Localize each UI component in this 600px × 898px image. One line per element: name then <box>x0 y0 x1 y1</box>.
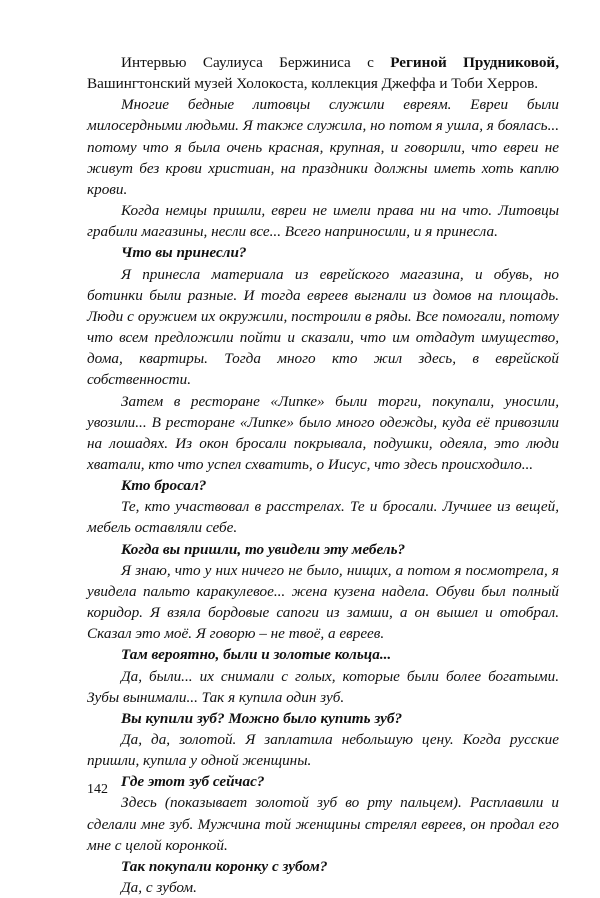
intro-suffix: Вашингтонский музей Холокоста, коллекция Джеффа и Тоби Херров. <box>87 75 539 93</box>
question-paragraph: Так покупали коронку с зубом? <box>121 857 328 875</box>
answer-paragraph: Да, да, золотой. Я заплатила небольшую цену. Когда русские пришли, купила у одной женщины. <box>87 731 559 770</box>
answer-paragraph: Здесь (показывает золотой зуб во рту пальцем). Расплавили и сделали мне зуб. Мужчина той женщины стрелял евреев, он продал его мне с целой коронкой. <box>87 794 559 854</box>
document-page <box>87 52 559 898</box>
question-paragraph: Кто бросал? <box>121 477 207 495</box>
answer-paragraph: Да, с зубом. <box>121 879 197 897</box>
answer-paragraph: Многие бедные литовцы служили евреям. Евреи были милосердными людьми. Я также служила, но потом я ушла, я боялась... потому что я была очень красная, крупная, и говорили, что евреи не живут без крови христиан, на праздники должны иметь хоть каплю крови. <box>87 96 559 198</box>
question-paragraph: Там вероятно, были и золотые кольца... <box>121 646 392 664</box>
answer-paragraph: Я знаю, что у них ничего не было, нищих, а потом я посмотрела, я увидела пальто каракулевое... жена кузена надела. Обуви был полный коридор. Я взяла бордовые сапоги из замши, а он вышел и отобрал. Сказал это моё. Я говорю – не твоё, а евреев. <box>87 561 559 643</box>
answer-paragraph: Я принесла материала из еврейского магазина, и обувь, но ботинки были разные. И тогда евреев выгнали из домов на площадь. Люди с оружием их окружили, построили в ряды. Все помогали, потому что всем предложили пойти и сказали, что им отдадут имущество, дома, квартиры. Тогда много кто жил здесь, в еврейской собственности. <box>87 265 559 389</box>
interviewee-name: Региной Прудниковой, <box>390 54 559 71</box>
intro-paragraph <box>87 52 559 94</box>
question-paragraph: Где этот зуб сейчас? <box>121 773 265 791</box>
question-paragraph: Что вы принесли? <box>121 244 247 262</box>
answer-paragraph: Те, кто участвовал в расстрелах. Те и бросали. Лучшее из вещей, мебель оставляли себе. <box>87 498 559 537</box>
page-number: 142 <box>87 782 108 797</box>
question-paragraph: Когда вы пришли, то увидели эту мебель? <box>121 540 406 558</box>
intro-prefix: Интервью Саулиуса Бержиниса с <box>121 54 391 71</box>
answer-paragraph: Да, были... их снимали с голых, которые были более богатыми. Зубы вынимали... Так я купила один зуб. <box>87 667 559 706</box>
answer-paragraph: Затем в ресторане «Липке» были торги, покупали, уносили, увозили... В ресторане «Липке» было много одежды, куда её привозили на лошадях. Из окон бросали покрывала, подушки, одеяла, это люди хватали, кто что успел схватить, о Иисус, что здесь происходило... <box>87 392 559 473</box>
answer-paragraph: Когда немцы пришли, евреи не имели права ни на что. Литовцы грабили магазины, несли все... Всего наприносили, и я принесла. <box>87 202 559 241</box>
question-paragraph: Вы купили зуб? Можно было купить зуб? <box>121 709 403 727</box>
